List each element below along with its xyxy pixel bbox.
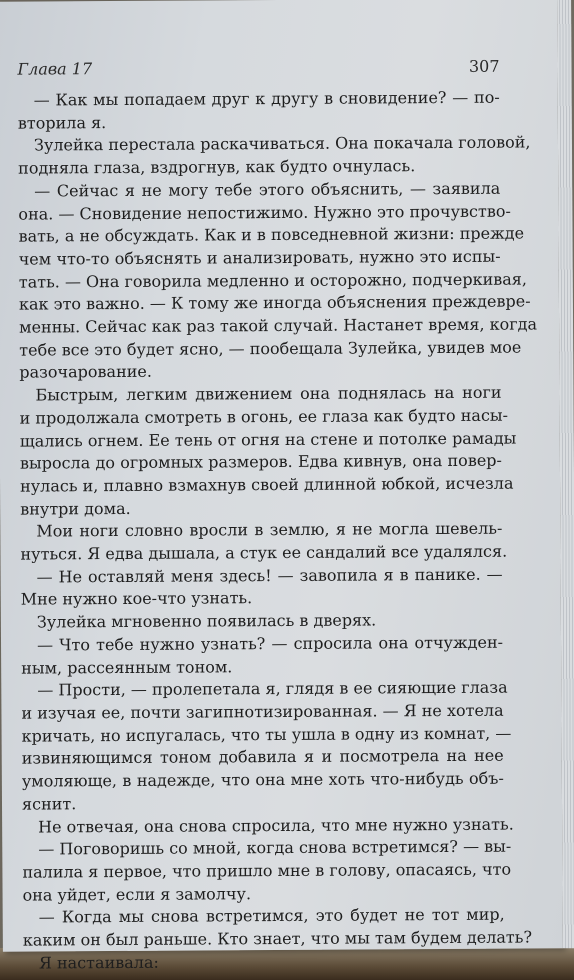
text-line: яснит.	[21, 794, 77, 814]
text-line: внутри дома.	[20, 498, 131, 519]
text-line: Мне нужно кое-что узнать.	[20, 588, 253, 610]
page-number: 307	[468, 56, 500, 76]
text-line: нуться. Я едва дышала, а стук ее сандалий все удалялся.	[20, 541, 508, 564]
text-line: подняла глаза, вздрогнув, как будто очнулась.	[18, 156, 416, 178]
text-line: Я настаивала:	[38, 952, 159, 973]
text-line: щались огнем. Ее тень от огня на стене и потолке рамады	[19, 428, 517, 451]
text-line: разочарование.	[19, 362, 152, 383]
text-line: Зулейка мгновенно появилась в дверях.	[36, 610, 377, 632]
running-head: Глава 17	[17, 59, 93, 79]
text-line: — Что тебе нужно узнать? — спросила она отчужден-	[36, 632, 504, 655]
text-line: Мои ноги словно вросли в землю, я не могла шевель-	[36, 519, 503, 541]
body-text	[17, 87, 538, 975]
text-line: умоляюще, в надежде, что она мне хоть что-нибудь объ-	[21, 768, 504, 791]
text-line: тать. — Она говорила медленно и осторожно, подчеркивая,	[18, 269, 528, 292]
text-line: извиняющимся тоном добавила я и посмотрела на нее	[21, 746, 504, 768]
text-line: тебе все это будет ясно, — пообещала Зулейка, увидев мое	[19, 337, 522, 360]
text-line: — Поговоришь со мной, когда снова встретимся? — вы-	[38, 836, 512, 859]
text-line: — Как мы попадаем друг к другу в сновидение? — по-	[33, 87, 500, 110]
text-line: и изучая ее, почти загипнотизированная. — Я не хотела	[21, 700, 504, 723]
text-line: нулась и, плавно взмахнув своей длинной юбкой, исчезла	[20, 473, 514, 496]
text-line: Зулейка перестала раскачиваться. Она покачала головой,	[33, 132, 531, 155]
text-line: — Сейчас я не могу тебе этого объяснить, — заявила	[34, 178, 501, 201]
text-line: кричать, но испугалась, что ты ушла в одну из комнат, —	[21, 723, 512, 746]
text-line: чем что-то объяснять и анализировать, нужно это испы-	[18, 246, 501, 269]
page-stack-edge	[557, 0, 574, 948]
text-line: каким он был раньше. Кто знает, что мы там будем делать?	[22, 927, 533, 950]
page-header	[17, 57, 499, 79]
text-line: вторила я.	[17, 112, 107, 133]
text-line: и продолжала смотреть в огонь, ее глаза как будто насы-	[19, 405, 509, 428]
text-line: она уйдет, если я замолчу.	[22, 883, 252, 905]
text-line: менны. Сейчас как раз такой случай. Настанет время, когда	[19, 314, 538, 337]
text-line: выросла до огромных размеров. Едва кивнув, она повер-	[19, 450, 502, 473]
text-line: — Когда мы снова встретимся, это будет не тот мир,	[38, 904, 505, 927]
text-line: палила я первое, что пришло мне в голову, опасаясь, что	[22, 859, 512, 882]
text-line: — Прости, — пролепетала я, глядя в ее сияющие глаза	[37, 677, 508, 700]
text-line: как это важно. — К тому же иногда объяснения преждевре-	[18, 291, 531, 314]
text-line: Не отвечая, она снова спросила, что мне нужно узнать.	[38, 814, 514, 836]
text-line: ным, рассеянным тоном.	[21, 656, 233, 678]
text-line: она. — Сновидение непостижимо. Нужно это прочувство-	[18, 201, 511, 224]
text-line: — Не оставляй меня здесь! — завопила я в панике. —	[36, 564, 503, 587]
text-line: Быстрым, легким движением она поднялась на ноги	[35, 382, 502, 405]
text-line: вать, а не обсуждать. Как и в повседневной жизни: прежде	[18, 223, 525, 246]
